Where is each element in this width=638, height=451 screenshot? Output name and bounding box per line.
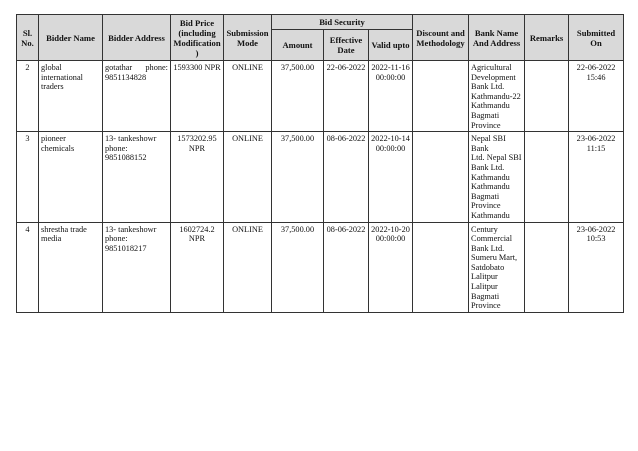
- cell-submission-mode: ONLINE: [224, 61, 272, 132]
- cell-bidder-address: 13- tankeshowr phone: 9851018217: [103, 222, 171, 312]
- cell-bidder-address: [103, 61, 171, 132]
- cell-submitted-on: 23-06-2022 11:15: [569, 132, 624, 222]
- cell-bank-name-address: Agricultural Development Bank Ltd. Kathmandu-22 Kathmandu Bagmati Province: [469, 61, 525, 132]
- cell-bidder-address: 13- tankeshowr phone: 9851088152: [103, 132, 171, 222]
- cell-valid-upto: 2022-10-20 00:00:00: [369, 222, 413, 312]
- header-discount-methodology: Discount and Methodology: [413, 15, 469, 61]
- table-header: [17, 15, 624, 61]
- header-submission-mode: Submission Mode: [224, 15, 272, 61]
- cell-bid-price: 1573202.95 NPR: [171, 132, 224, 222]
- cell-bank-name-address: Nepal SBI Bank Ltd. Nepal SBI Bank Ltd. Kathmandu Kathmandu Bagmati Province Kathmandu: [469, 132, 525, 222]
- header-amount: Amount: [272, 30, 324, 61]
- header-bid-security: Bid Security: [272, 15, 413, 30]
- header-sl-no: Sl. No.: [17, 15, 39, 61]
- cell-sl-no: 3: [17, 132, 39, 222]
- header-bid-price: Bid Price (including Modification ): [171, 15, 224, 61]
- cell-sl-no: 2: [17, 61, 39, 132]
- table-row: [17, 61, 624, 132]
- cell-bidder-name: shrestha trade media: [39, 222, 103, 312]
- cell-bank-name-address: Century Commercial Bank Ltd. Sumeru Mart, Satdobato Lalitpur Lalitpur Bagmati Province: [469, 222, 525, 312]
- cell-submitted-on: 22-06-2022 15:46: [569, 61, 624, 132]
- header-bidder-address: Bidder Address: [103, 15, 171, 61]
- cell-bid-price: 1602724.2 NPR: [171, 222, 224, 312]
- cell-bid-price: 1593300 NPR: [171, 61, 224, 132]
- cell-effective-date: 08-06-2022: [324, 132, 369, 222]
- cell-discount-methodology: [413, 222, 469, 312]
- header-submitted-on: Submitted On: [569, 15, 624, 61]
- cell-sl-no: 4: [17, 222, 39, 312]
- table-row: [17, 222, 624, 312]
- cell-effective-date: 08-06-2022: [324, 222, 369, 312]
- header-remarks: Remarks: [525, 15, 569, 61]
- cell-remarks: [525, 222, 569, 312]
- bid-table: [16, 14, 624, 313]
- cell-effective-date: 22-06-2022: [324, 61, 369, 132]
- cell-discount-methodology: [413, 61, 469, 132]
- header-bidder-name: Bidder Name: [39, 15, 103, 61]
- cell-submission-mode: ONLINE: [224, 132, 272, 222]
- bidder-address-line: [105, 63, 168, 73]
- bidder-address-place: gotathar: [105, 63, 133, 72]
- header-bank-name-address: Bank Name And Address: [469, 15, 525, 61]
- cell-submission-mode: ONLINE: [224, 222, 272, 312]
- cell-valid-upto: 2022-11-16 00:00:00: [369, 61, 413, 132]
- cell-amount: 37,500.00: [272, 61, 324, 132]
- cell-amount: 37,500.00: [272, 222, 324, 312]
- header-valid-upto: Valid upto: [369, 30, 413, 61]
- cell-bidder-name: pioneer chemicals: [39, 132, 103, 222]
- bidder-address-phone-label: phone:: [145, 63, 168, 72]
- table-row: [17, 132, 624, 222]
- cell-bidder-name: global international traders: [39, 61, 103, 132]
- cell-remarks: [525, 61, 569, 132]
- cell-discount-methodology: [413, 132, 469, 222]
- table-body: [17, 61, 624, 313]
- cell-amount: 37,500.00: [272, 132, 324, 222]
- header-effective-date: Effective Date: [324, 30, 369, 61]
- cell-valid-upto: 2022-10-14 00:00:00: [369, 132, 413, 222]
- bidder-address-phone: 9851134828: [105, 72, 147, 82]
- cell-remarks: [525, 132, 569, 222]
- cell-submitted-on: 23-06-2022 10:53: [569, 222, 624, 312]
